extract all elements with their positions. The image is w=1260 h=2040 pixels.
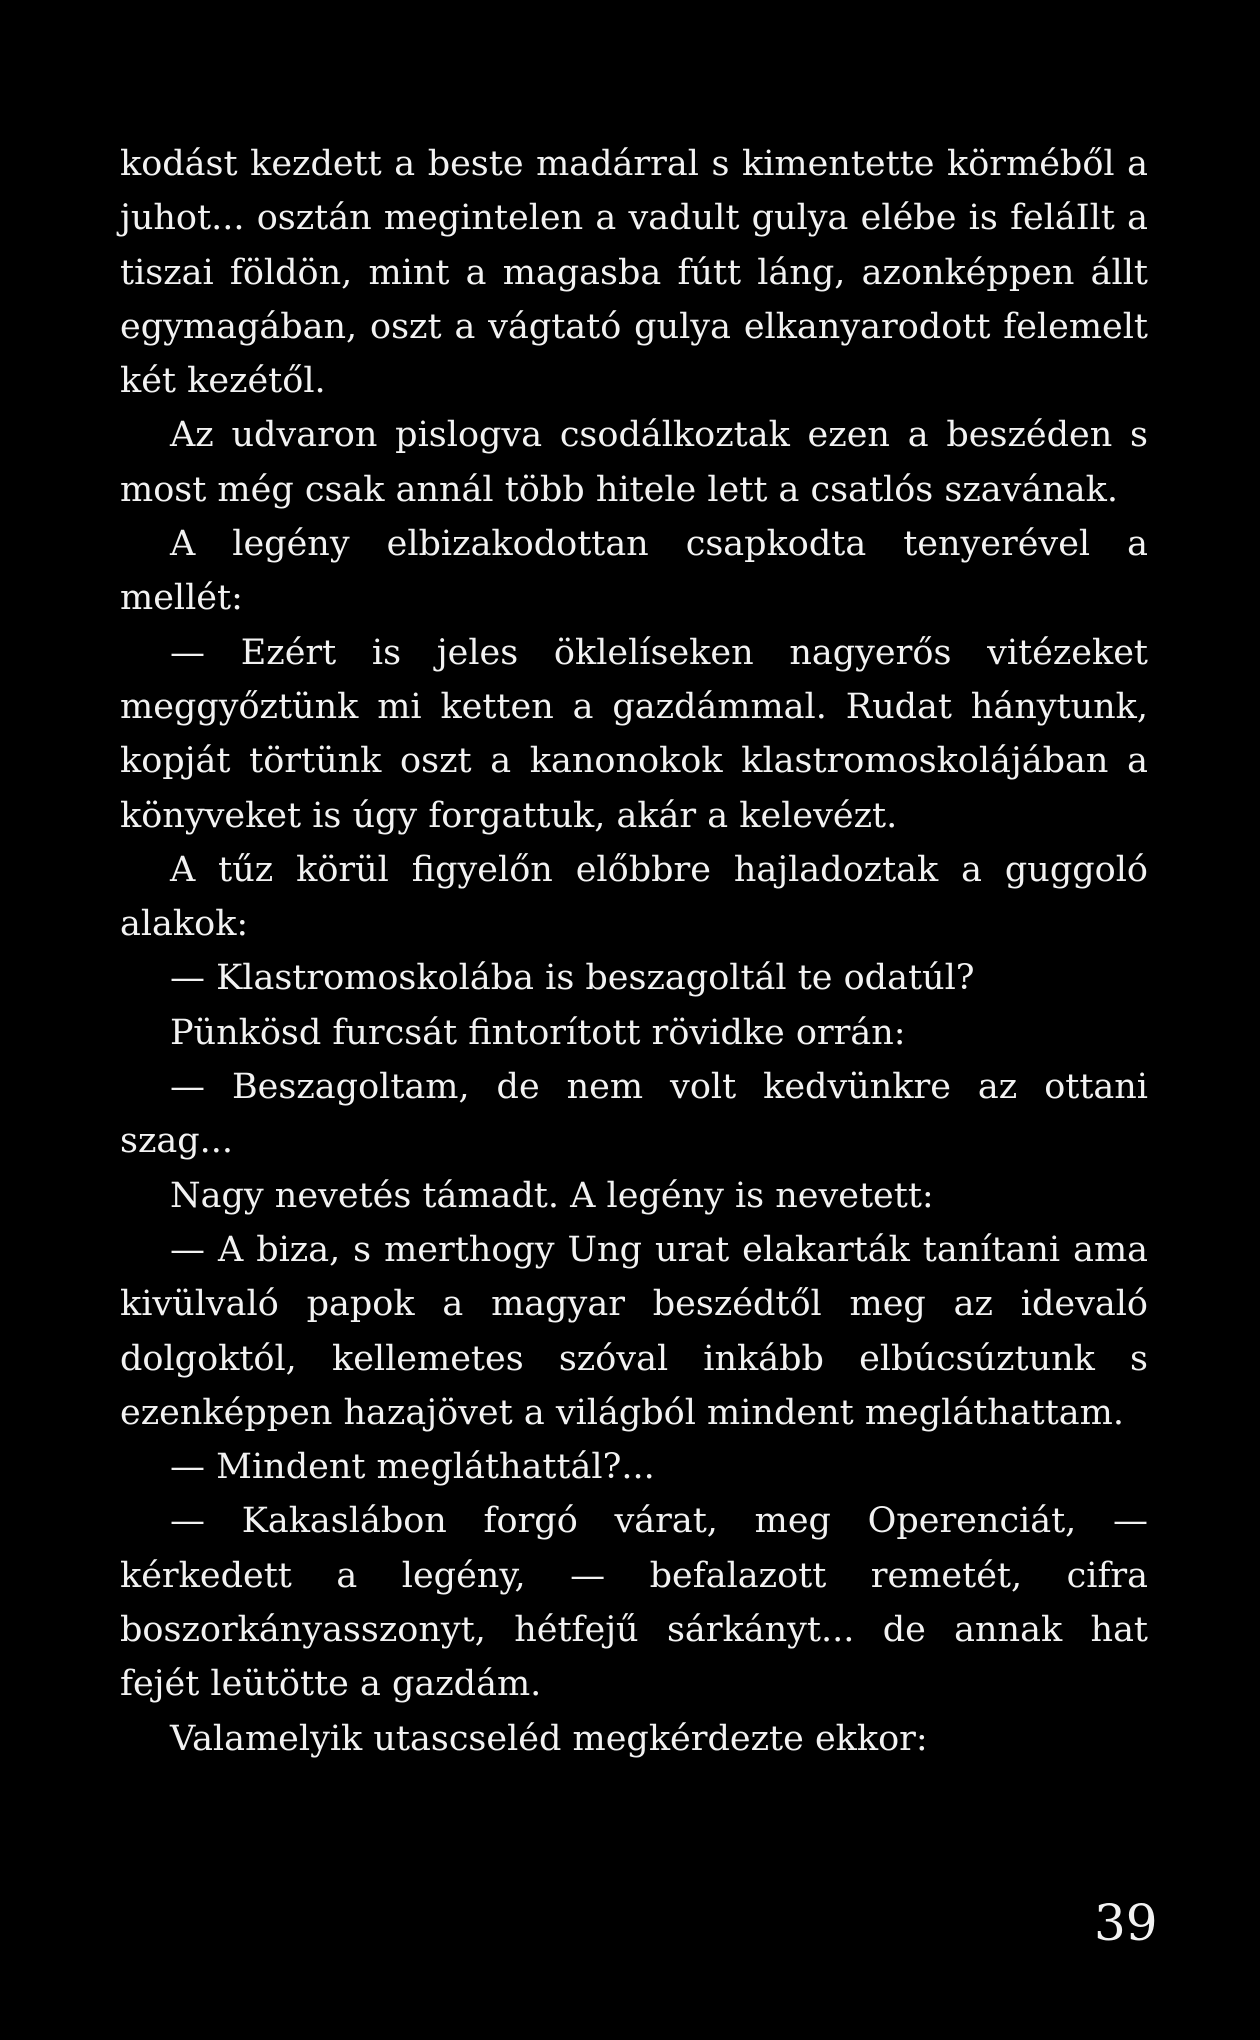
dialogue-line: — Kakaslábon forgó várat, meg Operenciát, — kérkedett a legény, — befalazott remetét, cifra boszorkányasszonyt, hétfejű sárkányt... de annak hat fejét leütötte a gazdám. (120, 1501, 1148, 1705)
paragraph: Nagy nevetés támadt. A legény is nevetett: (170, 1175, 934, 1216)
paragraph: Valamelyik utascseléd megkérdezte ekkor: (170, 1718, 928, 1759)
paragraph: Az udvaron pislogva csodálkoztak ezen a beszéden s most még csak annál több hitele lett a csatlós szavának. (120, 415, 1148, 510)
page-number: 39 (1094, 1894, 1158, 1952)
dialogue-line: — Klastromoskolába is beszagoltál te odatúl? (170, 958, 975, 999)
dialogue-line: — Mindent megláthattál?... (170, 1447, 655, 1488)
dialogue-line: — A biza, s merthogy Ung urat elakarták tanítani ama kivülvaló papok a magyar beszédtől meg az idevaló dolgoktól, kellemetes szóval inkább elbúcsúztunk s ezenképpen hazajövet a világból mindent megláthattam. (120, 1229, 1148, 1433)
paragraph: Pünkösd furcsát fintorított rövidke orrán: (170, 1012, 906, 1053)
dialogue-line: — Ezért is jeles öklelíseken nagyerős vitézeket meggyőztünk mi ketten a gazdámmal. Rudat hánytunk, kopját törtünk oszt a kanonokok klastromoskolájában a könyveket is úgy forgattuk, akár a kelevézt. (120, 632, 1148, 836)
paragraph: kodást kezdett a beste madárral s kimentette körméből a juhot... osztán megintelen a vadult gulya elébe is feláIlt a tiszai földön, mint a magasba fútt láng, azonképpen állt egymagában, oszt a vágtató gulya elkanyarodott felemelt két kezétől. (120, 144, 1148, 402)
page-body (120, 137, 1148, 1766)
dialogue-line: — Beszagoltam, de nem volt kedvünkre az ottani szag... (120, 1067, 1148, 1162)
paragraph: A legény elbizakodottan csapkodta tenyerével a mellét: (120, 524, 1148, 619)
paragraph: A tűz körül figyelőn előbbre hajladoztak a guggoló alakok: (120, 849, 1148, 945)
